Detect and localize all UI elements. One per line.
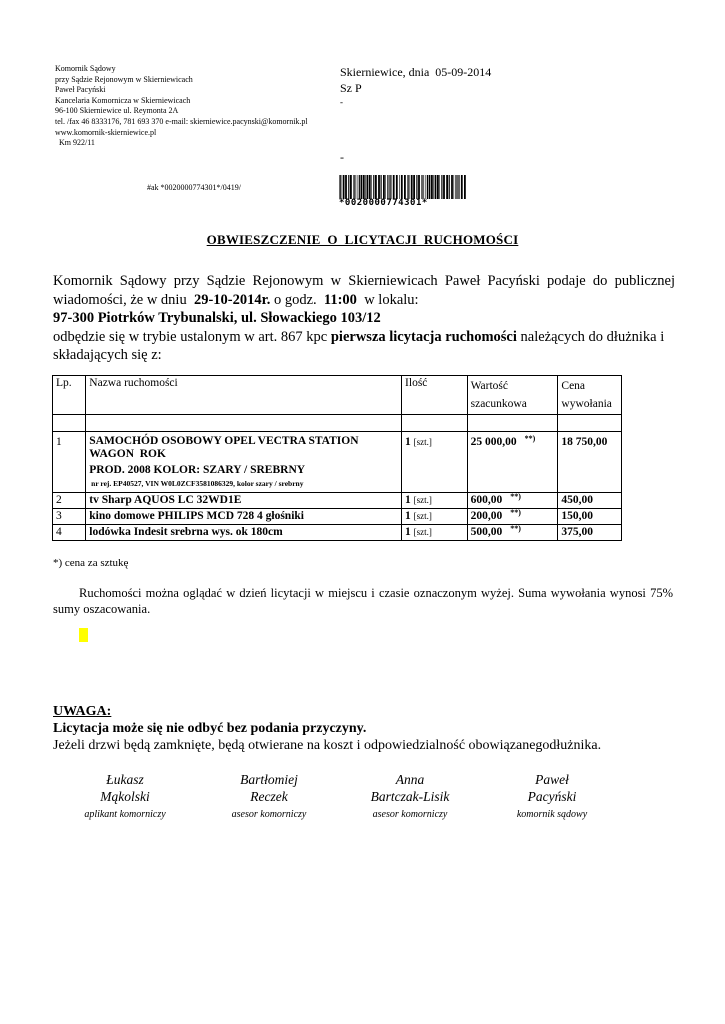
intro-text: o godz. [270, 291, 324, 308]
qty-value: 1 [405, 526, 411, 538]
row-lp: 4 [53, 525, 86, 541]
barcode-bar [363, 175, 365, 199]
barcode-bar [385, 175, 386, 199]
signature-block [482, 771, 622, 821]
highlight-mark [79, 628, 88, 642]
barcode-bar [369, 175, 371, 199]
row-price: 18 750,00 [558, 432, 622, 493]
intro-text: wiadomości, że w dniu [53, 291, 194, 308]
signature-block [199, 771, 339, 821]
intro-text: w lokalu: [356, 291, 419, 308]
header-qty: Ilość [402, 376, 468, 415]
barcode-bar [451, 175, 453, 199]
barcode-bar [393, 175, 395, 199]
letterhead-line: www.komornik-skierniewice.pl [55, 127, 157, 137]
barcode-bar [340, 175, 341, 199]
place-date-block [340, 64, 491, 108]
barcode-bar [401, 175, 403, 199]
row-price: 450,00 [558, 493, 622, 509]
auction-date: 29-10-2014r. [193, 291, 271, 308]
barcode-bar [454, 175, 455, 199]
row-lp: 1 [53, 432, 86, 493]
row-price: 375,00 [558, 525, 622, 541]
signature-role: komornik sądowy [516, 809, 588, 820]
row-price: 150,00 [558, 509, 622, 525]
barcode-bar [348, 175, 349, 199]
barcode-bar [457, 175, 458, 199]
auction-address: 97-300 Piotrków Trybunalski, ul. Słowackiego 103/12 [53, 310, 381, 326]
signature-last-name: Reczek [250, 789, 288, 804]
barcode-text: *0020000774301* [339, 198, 428, 208]
header-lp: Lp. [53, 376, 86, 415]
barcode-bar [399, 175, 400, 199]
auction-time: 11:00 [323, 291, 357, 308]
signature-role: asesor komorniczy [231, 809, 307, 820]
barcode-bar [449, 175, 450, 199]
row-qty [402, 432, 468, 493]
letterhead-line: tel. /fax 46 8333176, 781 693 370 e-mail: skierniewice.pacynski@komornik.pl [55, 116, 308, 126]
empty-cell [402, 415, 468, 432]
barcode-bar [389, 175, 390, 199]
table-row [53, 525, 622, 541]
item-details: nr rej. EP40527, VIN W0L0ZCF3581086329, kolor szary / srebrny [89, 479, 304, 488]
barcode-bar [339, 175, 340, 199]
barcode-bar [461, 175, 463, 199]
empty-cell [53, 415, 86, 432]
letterhead-line: 96-100 Skierniewice ul. Reymonta 2A [55, 106, 179, 116]
barcode-bar [357, 175, 358, 199]
intro-text: należących do dłużnika i [516, 328, 665, 345]
intro-line [53, 328, 675, 347]
signature-first-name: Bartłomiej [240, 772, 298, 787]
barcode-bar [365, 175, 366, 199]
dash-mark: - [340, 150, 344, 164]
row-name: kino domowe PHILIPS MCD 728 4 głośniki [86, 509, 402, 525]
document-title: OBWIESZCZENIE O LICYTACJI RUCHOMOŚCI [206, 232, 519, 247]
barcode-bar [429, 175, 431, 199]
barcode-bar [371, 175, 372, 199]
barcode-bar [381, 175, 382, 199]
qty-value: 1 [405, 494, 411, 506]
barcode-bar [359, 175, 360, 199]
qty-value: 1 [405, 436, 411, 448]
qty-unit: [szt.] [413, 437, 432, 447]
row-value [467, 509, 558, 525]
barcode-bar [343, 175, 345, 199]
barcode-bar [383, 175, 385, 199]
row-value [467, 432, 558, 493]
barcode-bar [378, 175, 380, 199]
row-value [467, 525, 558, 541]
barcode-bar [425, 175, 426, 199]
barcode-bar [353, 175, 354, 199]
table-row [53, 509, 622, 525]
value-amount: 500,00 [470, 526, 503, 538]
reference-code: #ak *0020000774301*/0419/ [147, 183, 241, 192]
signature-last-name: Mąkolski [100, 789, 150, 804]
barcode-bar [437, 175, 439, 199]
item-name-line: PROD. 2008 KOLOR: SZARY / SREBRNY [89, 464, 306, 476]
barcode-bar [455, 175, 456, 199]
barcode-bar [422, 175, 423, 199]
qty-unit: [szt.] [413, 511, 432, 521]
table-row [53, 432, 622, 493]
notice-line: Licytacja może się nie odbyć bez podania przyczyny. [53, 721, 367, 736]
barcode-bar [427, 175, 428, 199]
place-date: Skierniewice, dnia 05-09-2014 [340, 65, 492, 79]
barcode-bar [416, 175, 417, 199]
barcode-bar [387, 175, 388, 199]
signature-role: aplikant komorniczy [84, 809, 166, 820]
row-qty [402, 493, 468, 509]
barcode-bar [375, 175, 377, 199]
signature-code: Sz P [340, 81, 362, 95]
row-qty [402, 509, 468, 525]
notice-title: UWAGA: [53, 704, 112, 719]
barcode-bar [433, 175, 434, 199]
signature-first-name: Paweł [535, 772, 569, 787]
barcode-bar [408, 175, 409, 199]
signature-role: asesor komorniczy [372, 809, 448, 820]
items-table [52, 375, 622, 541]
barcode-bar [396, 175, 398, 199]
signature-first-name: Łukasz [106, 772, 144, 787]
signature-last-name: Pacyński [527, 789, 577, 804]
auction-type: pierwsza licytacja ruchomości [330, 328, 517, 345]
table-header-row [53, 376, 622, 415]
intro-text: odbędzie się w trybie ustalonym w art. 867 kpc [53, 328, 331, 345]
header-name: Nazwa ruchomości [86, 376, 402, 415]
value-amount: 200,00 [470, 510, 503, 522]
barcode-bar [431, 175, 433, 199]
dash-mark: - [340, 97, 343, 107]
signature-last-name: Bartczak-Lisik [370, 789, 450, 804]
empty-cell [558, 415, 622, 432]
intro-line: składających się z: [53, 347, 162, 363]
announcement-text [53, 272, 675, 365]
footnote: *) cena za sztukę [53, 557, 129, 569]
barcode-bar [367, 175, 369, 199]
barcode-bar [361, 175, 363, 199]
table-spacer-row [53, 415, 622, 432]
barcode-bar [439, 175, 440, 199]
row-name: lodówka Indesit srebrna wys. ok 180cm [86, 525, 402, 541]
barcode-bar [354, 175, 355, 199]
barcode-bar [411, 175, 413, 199]
barcode-bar [373, 175, 374, 199]
header-value: Wartość szacunkowa [467, 376, 558, 415]
signature-block [55, 771, 195, 821]
barcode-bar [443, 175, 445, 199]
barcode-bar [350, 175, 352, 199]
notice-line: Jeżeli drzwi będą zamknięte, będą otwierane na koszt i odpowiedzialność obowiązanegodłużnika. [53, 738, 602, 753]
row-lp: 2 [53, 493, 86, 509]
barcode-bar [421, 175, 422, 199]
value-amount: 600,00 [470, 494, 503, 506]
row-name [86, 432, 402, 493]
qty-value: 1 [405, 510, 411, 522]
barcode-bar [458, 175, 459, 199]
value-footnote-mark: **) [510, 492, 521, 501]
viewing-paragraph: Ruchomości można oglądać w dzień licytacji w miejscu i czasie oznaczonym wyżej. Suma wywołania wynosi 75% sumy oszacowania. [53, 586, 673, 616]
barcode-bar [407, 175, 408, 199]
notice-block [53, 703, 601, 754]
letterhead-line: Kancelaria Komornicza w Skierniewicach [55, 95, 191, 105]
barcode-bar [435, 175, 437, 199]
value-amount: 25 000,00 [470, 436, 517, 448]
letterhead-line: przy Sądzie Rejonowym w Skierniewicach [55, 74, 193, 84]
barcode-bar [418, 175, 420, 199]
value-footnote-mark: **) [510, 508, 521, 517]
signature-block [340, 771, 480, 821]
barcode [339, 175, 467, 207]
case-number: Km 922/11 [55, 138, 95, 148]
empty-cell [86, 415, 402, 432]
barcode-bar [345, 175, 347, 199]
qty-unit: [szt.] [413, 527, 432, 537]
row-name: tv Sharp AQUOS LC 32WD1E [86, 493, 402, 509]
barcode-bar [464, 175, 466, 199]
row-qty [402, 525, 468, 541]
intro-line: Komornik Sądowy przy Sądzie Rejonowym w Skierniewicach Paweł Pacyński podaje do publicznej [53, 273, 675, 289]
item-name-line: WAGON ROK [89, 448, 166, 460]
empty-cell [467, 415, 558, 432]
barcode-bar [404, 175, 406, 199]
letterhead-line: Paweł Pacyński [55, 85, 106, 95]
item-name-line: SAMOCHÓD OSOBOWY OPEL VECTRA STATION [89, 435, 359, 447]
row-lp: 3 [53, 509, 86, 525]
value-footnote-mark: **) [524, 434, 536, 443]
barcode-bar [441, 175, 442, 199]
bailiff-letterhead [55, 64, 308, 149]
barcode-bar [446, 175, 448, 199]
barcode-bar [390, 175, 391, 199]
barcode-bars [339, 175, 467, 199]
letterhead-line: Komornik Sądowy [55, 64, 116, 73]
signature-first-name: Anna [395, 772, 425, 787]
intro-line [53, 291, 675, 310]
row-value [467, 493, 558, 509]
header-price: Cena wywołania [558, 376, 622, 415]
table-row [53, 493, 622, 509]
barcode-bar [413, 175, 415, 199]
qty-unit: [szt.] [413, 495, 432, 505]
value-footnote-mark: **) [510, 524, 521, 533]
